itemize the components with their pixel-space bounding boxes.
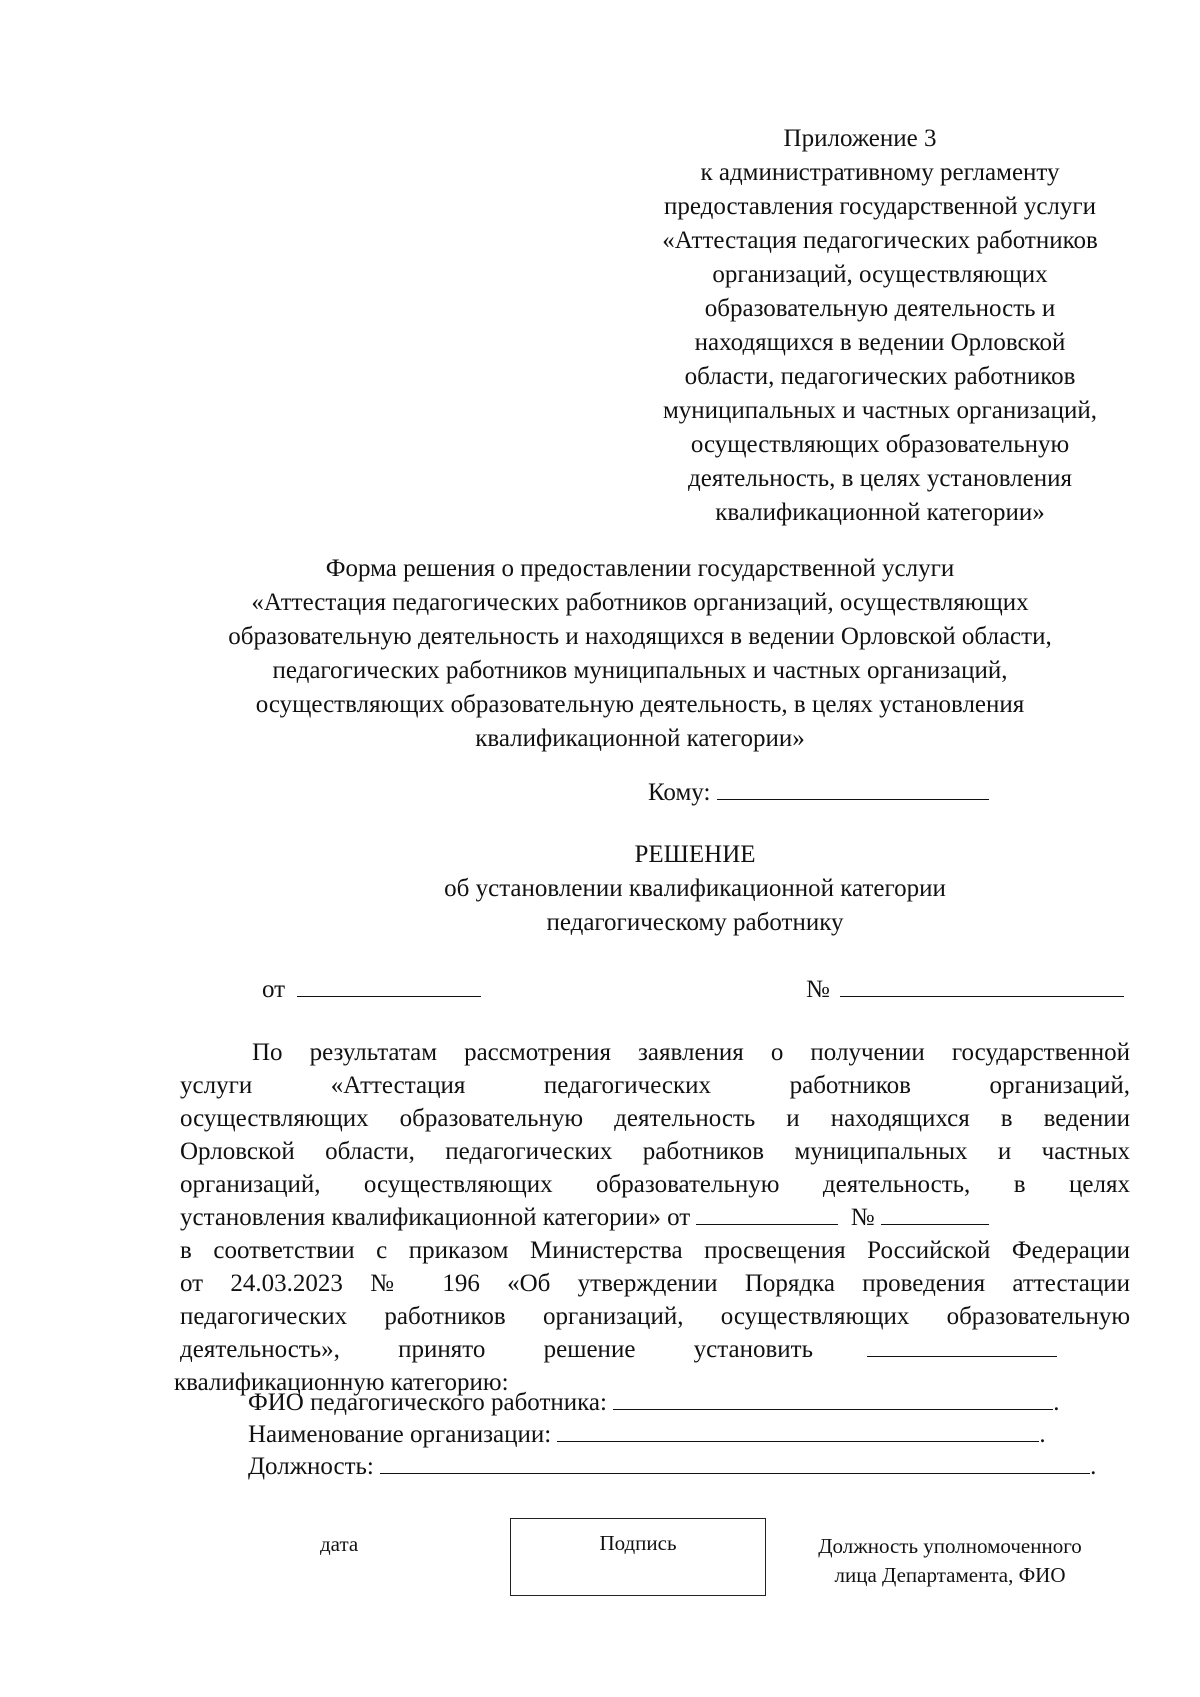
body-line-decision: [180, 1333, 1130, 1366]
application-number-blank[interactable]: [881, 1202, 989, 1225]
form-title-line: «Аттестация педагогических работников организаций, осуществляющих: [251, 589, 1029, 616]
teacher-name-field: [248, 1387, 1128, 1419]
body-line: [180, 1036, 1130, 1069]
position-field: [248, 1451, 1128, 1483]
decision-subtitle-line: педагогическому работнику: [546, 909, 844, 936]
form-title-line: педагогических работников муниципальных и частных организаций,: [272, 657, 1008, 684]
appendix-line: образовательную деятельность и: [704, 295, 1056, 322]
organization-label: Наименование организации:: [248, 1421, 552, 1448]
organization-blank[interactable]: [557, 1419, 1039, 1442]
body-line: от 24.03.2023 № 196 «Об утверждении Порядка проведения аттестации: [180, 1270, 1130, 1297]
appendix-line: осуществляющих образовательную: [690, 431, 1070, 458]
recipient-row: [648, 776, 989, 810]
body-line: квалификационную категорию:: [174, 1369, 509, 1396]
body-line: организаций, осуществляющих образовательную деятельность, в целях: [180, 1171, 1130, 1198]
signature-label: Подпись: [599, 1531, 677, 1555]
body-line-text: установления квалификационной категории» от: [180, 1204, 691, 1231]
appendix-line: находящихся в ведении Орловской: [694, 329, 1066, 356]
position-label: Должность:: [248, 1453, 374, 1480]
position-end: .: [1090, 1453, 1097, 1480]
appendix-line: организаций, осуществляющих: [712, 261, 1048, 288]
signature-date-label: дата: [320, 1532, 359, 1556]
organization-field: [248, 1419, 1128, 1451]
appendix-line: к административному регламенту: [700, 159, 1060, 186]
form-title-line: квалификационной категории»: [475, 725, 805, 752]
form-title-line: Форма решения о предоставлении государственной услуги: [325, 555, 955, 582]
number-label: №: [806, 976, 830, 1003]
appendix-line: квалификационной категории»: [715, 499, 1045, 526]
body-line-text: деятельность», принято решение установить: [180, 1336, 813, 1363]
position-blank[interactable]: [380, 1451, 1090, 1474]
official-caption: [790, 1532, 1110, 1590]
appendix-header: [600, 122, 1160, 530]
decision-date-blank[interactable]: [297, 974, 481, 997]
body-line-text: По результатам рассмотрения заявления о получении государственной: [252, 1039, 1130, 1066]
body-line: педагогических работников организаций, осуществляющих образовательную: [180, 1303, 1130, 1330]
official-caption-line: Должность уполномоченного: [818, 1534, 1082, 1558]
appendix-line: «Аттестация педагогических работников: [662, 227, 1098, 254]
form-title-line: осуществляющих образовательную деятельность, в целях установления: [255, 691, 1025, 718]
teacher-name-blank[interactable]: [613, 1387, 1053, 1410]
decision-number-row: [806, 973, 1124, 1007]
teacher-fields: [248, 1387, 1128, 1483]
body-line-application-ref: [180, 1201, 1130, 1234]
teacher-name-end: .: [1053, 1389, 1060, 1416]
category-blank[interactable]: [867, 1334, 1057, 1357]
from-label: от: [262, 976, 286, 1003]
appendix-line: Приложение 3: [783, 125, 937, 152]
form-title-line: образовательную деятельность и находящихся в ведении Орловской области,: [228, 623, 1052, 650]
appendix-line: деятельность, в целях установления: [688, 465, 1072, 492]
teacher-name-label: ФИО педагогического работника:: [248, 1389, 607, 1416]
decision-date-row: [262, 973, 481, 1007]
recipient-blank-line[interactable]: [717, 777, 989, 800]
decision-heading: [300, 838, 1090, 940]
body-line: в соответствии с приказом Министерства просвещения Российской Федерации: [180, 1237, 1130, 1264]
decision-title: РЕШЕНИЕ: [634, 841, 756, 868]
decision-subtitle-line: об установлении квалификационной категории: [444, 875, 946, 902]
body-line: Орловской области, педагогических работников муниципальных и частных: [180, 1138, 1130, 1165]
official-caption-line: лица Департамента, ФИО: [834, 1563, 1066, 1587]
decision-number-blank[interactable]: [840, 974, 1124, 997]
appendix-line: области, педагогических работников: [684, 363, 1076, 390]
appendix-line: муниципальных и частных организаций,: [662, 397, 1098, 424]
decision-body: [174, 1036, 1130, 1399]
organization-end: .: [1039, 1421, 1046, 1448]
body-line: осуществляющих образовательную деятельность и находящихся в ведении: [180, 1105, 1130, 1132]
signature-box[interactable]: [510, 1518, 766, 1596]
application-date-blank[interactable]: [696, 1202, 838, 1225]
form-title: [150, 552, 1130, 756]
recipient-label: Кому:: [648, 779, 711, 806]
body-line: услуги «Аттестация педагогических работников организаций,: [180, 1072, 1130, 1099]
application-number-label: №: [850, 1204, 875, 1231]
appendix-line: предоставления государственной услуги: [663, 193, 1097, 220]
